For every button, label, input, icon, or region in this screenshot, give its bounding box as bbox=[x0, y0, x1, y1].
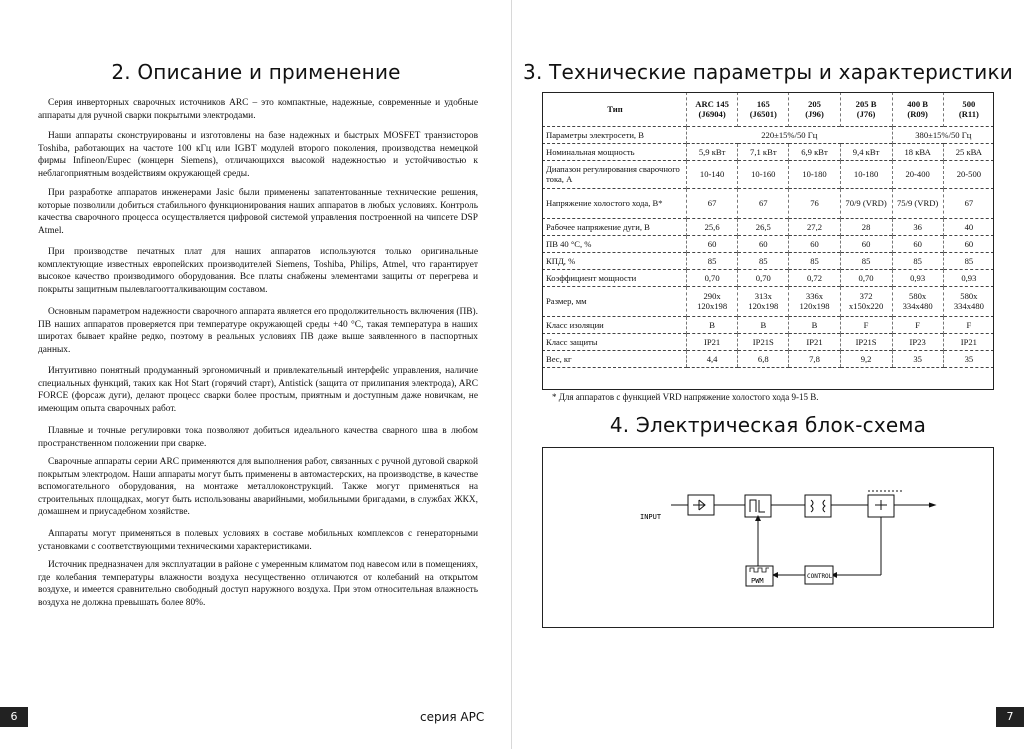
cell: 580x 334x480 bbox=[892, 286, 943, 316]
cell: 18 кВА bbox=[892, 143, 943, 160]
cell: 85 bbox=[789, 252, 840, 269]
table-row bbox=[542, 235, 994, 252]
cell: 5,9 кВт bbox=[687, 143, 738, 160]
cell: 20-500 bbox=[943, 160, 994, 188]
cell: B bbox=[738, 316, 789, 333]
model-header: 500 (R11) bbox=[943, 92, 994, 126]
model-header: 165 (J6501) bbox=[738, 92, 789, 126]
table-row bbox=[542, 316, 994, 333]
cell: 85 bbox=[840, 252, 892, 269]
paragraph-8: Сварочные аппараты серии ARC применяются для выполнения работ, связанных с ручной дуговой сваркой покрытым электродом. Наши аппараты могут быть применены в автомастерских, на производстве, в качестве вспомогательного оборудования, на монтаже металлоконструкций. Также могут применяться на строительных площадках, могут быть использованы аварийными, мобильными бригадами, в службах ЖКХ, домашнем и приусадебном хозяйстве. bbox=[38, 457, 478, 518]
paragraph-1: Серия инверторных сварочных источников ARC – это компактные, надежные, современные и удобные аппараты для ручной сварки покрытыми электродами. bbox=[38, 98, 478, 121]
cell: 372 x150x220 bbox=[840, 286, 892, 316]
page-number-left: 6 bbox=[0, 707, 28, 727]
cell: 0,70 bbox=[840, 269, 892, 286]
cell: 0,72 bbox=[789, 269, 840, 286]
cell: 0,70 bbox=[738, 269, 789, 286]
model-header: 205 В (J76) bbox=[840, 92, 892, 126]
input-label: INPUT bbox=[640, 513, 662, 521]
table-row bbox=[542, 126, 994, 143]
paragraph-6: Интуитивно понятный продуманный эргономичный и привлекательный интерфейс управления, наличие специальных функций, таких как Hot Start (горячий старт), Antistick (защита от прилипания электрода), ARC FORCE (форсаж дуги), делают процесс сварки более простым, приятным и доступным даже новичкам, не имеющим опыта сварочных работ. bbox=[38, 366, 478, 414]
cell: 85 bbox=[892, 252, 943, 269]
cell: 76 bbox=[789, 188, 840, 218]
cell-mains-220: 220±15%/50 Гц bbox=[687, 126, 893, 143]
row-label: Вес, кг bbox=[542, 350, 687, 367]
cell: 580x 334x480 bbox=[943, 286, 994, 316]
inverter-block bbox=[745, 495, 771, 517]
cell: 10-180 bbox=[840, 160, 892, 188]
row-label: Напряжение холостого хода, В* bbox=[542, 188, 687, 218]
model-header: 205 (J96) bbox=[789, 92, 840, 126]
right-page bbox=[512, 0, 1024, 749]
cell: 0,93 bbox=[943, 269, 994, 286]
row-label: Параметры электросети, В bbox=[542, 126, 687, 143]
table-row bbox=[542, 143, 994, 160]
cell: 10-160 bbox=[738, 160, 789, 188]
cell: 10-180 bbox=[789, 160, 840, 188]
cell: 6,8 bbox=[738, 350, 789, 367]
table-row bbox=[542, 333, 994, 350]
footer-series: серия АРС bbox=[420, 710, 485, 724]
paragraph-5: Основным параметром надежности сварочного аппарата является его продолжительность включения (ПВ). ПВ наших аппаратов проверяется при температуре окружающей среды +40 °С, такая температура в наших широтах бывает крайне редко, поэтому в реальных условиях ПВ даже выше заявленного в паспортных данных. bbox=[38, 307, 478, 355]
pwm-label: PWM bbox=[751, 577, 764, 585]
cell: 40 bbox=[943, 218, 994, 235]
cell: F bbox=[840, 316, 892, 333]
paragraph-10: Источник предназначен для эксплуатации в районе с умеренным климатом под навесом или в помещениях, где колебания температуры влажности воздуха несущественно отличаются от колебаний на открытом воздухе, и имеется сравнительно свободный доступ наружного воздуха. При этом относительная влажность воздуха не должна превышать более 80%. bbox=[38, 560, 478, 608]
cell: F bbox=[943, 316, 994, 333]
cell: B bbox=[789, 316, 840, 333]
cell: IP21 bbox=[943, 333, 994, 350]
cell: 4,4 bbox=[687, 350, 738, 367]
cell: IP21 bbox=[687, 333, 738, 350]
header-type: Тип bbox=[607, 103, 623, 114]
cell: 60 bbox=[892, 235, 943, 252]
cell: 0,93 bbox=[892, 269, 943, 286]
model-header: 400 В (R09) bbox=[892, 92, 943, 126]
cell: 0,70 bbox=[687, 269, 738, 286]
cell: 26,5 bbox=[738, 218, 789, 235]
row-label: Коэффициент мощности bbox=[542, 269, 687, 286]
section-title-description: 2. Описание и применение bbox=[111, 60, 401, 84]
cell: 9,4 кВт bbox=[840, 143, 892, 160]
cell: 85 bbox=[943, 252, 994, 269]
cell: 60 bbox=[687, 235, 738, 252]
cell: F bbox=[892, 316, 943, 333]
cell: 75/9 (VRD) bbox=[892, 188, 943, 218]
paragraph-3: При разработке аппаратов инженерами Jasic были применены запатентованные технические решения, которые позволили добиться стабильного функционирования наших аппаратов в любых условиях. Контроль качества сварочного процесса осуществляется цифровой системой управления построенной на чипсете DSP Atmel. bbox=[38, 188, 478, 236]
cell: 6,9 кВт bbox=[789, 143, 840, 160]
cell: 35 bbox=[892, 350, 943, 367]
section-title-specs: 3. Технические параметры и характеристики bbox=[523, 60, 1013, 84]
cell: 60 bbox=[943, 235, 994, 252]
model-header: ARC 145 (J6904) bbox=[687, 92, 738, 126]
table-row bbox=[542, 218, 994, 235]
cell: 85 bbox=[687, 252, 738, 269]
cell: 9,2 bbox=[840, 350, 892, 367]
cell: 85 bbox=[738, 252, 789, 269]
cell: 7,1 кВт bbox=[738, 143, 789, 160]
cell: IP21 bbox=[789, 333, 840, 350]
table-row bbox=[542, 269, 994, 286]
row-label: Рабочее напряжение дуги, В bbox=[542, 218, 687, 235]
cell: 25 кВА bbox=[943, 143, 994, 160]
cell: B bbox=[687, 316, 738, 333]
cell: 336x 120x198 bbox=[789, 286, 840, 316]
cell: 70/9 (VRD) bbox=[840, 188, 892, 218]
cell: 25,6 bbox=[687, 218, 738, 235]
row-label: ПВ 40 °С, % bbox=[542, 235, 687, 252]
table-footnote: * Для аппаратов с функцией VRD напряжение холостого хода 9-15 В. bbox=[552, 392, 819, 402]
cell: 27,2 bbox=[789, 218, 840, 235]
cell: 36 bbox=[892, 218, 943, 235]
cell-mains-380: 380±15%/50 Гц bbox=[892, 126, 994, 143]
cell: 60 bbox=[840, 235, 892, 252]
cell: 10-140 bbox=[687, 160, 738, 188]
paragraph-9: Аппараты могут применяться в полевых условиях в составе мобильных комплексов с генераторными установками с соответствующими техническими характеристиками. bbox=[38, 529, 478, 552]
cell: 67 bbox=[738, 188, 789, 218]
specs-table bbox=[542, 92, 994, 368]
table-row bbox=[542, 286, 994, 316]
cell: IP23 bbox=[892, 333, 943, 350]
output-arrow-icon bbox=[929, 503, 935, 507]
cell: IP21S bbox=[738, 333, 789, 350]
cell: 60 bbox=[789, 235, 840, 252]
row-label: Класс защиты bbox=[542, 333, 687, 350]
cell: 35 bbox=[943, 350, 994, 367]
cell: 67 bbox=[687, 188, 738, 218]
section-title-diagram: 4. Электрическая блок-схема bbox=[609, 413, 927, 437]
cell: 290x 120x198 bbox=[687, 286, 738, 316]
cell: 7,8 bbox=[789, 350, 840, 367]
row-label: Диапазон регулирования сварочного тока, А bbox=[542, 160, 687, 188]
block-diagram bbox=[542, 447, 994, 628]
cell: 20-400 bbox=[892, 160, 943, 188]
table-header-row bbox=[542, 92, 994, 126]
cell: IP21S bbox=[840, 333, 892, 350]
row-label: Размер, мм bbox=[542, 286, 687, 316]
transformer-block bbox=[805, 495, 831, 517]
row-label: КПД, % bbox=[542, 252, 687, 269]
page-number-right: 7 bbox=[996, 707, 1024, 727]
table-row bbox=[542, 160, 994, 188]
cell: 313x 120x198 bbox=[738, 286, 789, 316]
cell: 28 bbox=[840, 218, 892, 235]
block-diagram-svg bbox=[543, 448, 993, 627]
table-row bbox=[542, 350, 994, 367]
paragraph-7: Плавные и точные регулировки тока позволяют добиться идеального качества сварного шва в любом пространственном положении при сварке. bbox=[38, 426, 478, 449]
table-row bbox=[542, 252, 994, 269]
paragraph-4: При производстве печатных плат для наших аппаратов используются только оригинальные комплектующие известных европейских производителей Siemens, Toshiba, Philips, Atmel, что гарантирует высокое качество производимого оборудования. Все платы снабжены элементами защиты от перегрева и покрыты защитным пылевлагоотталкивающим составом. bbox=[38, 247, 478, 295]
cell: 60 bbox=[738, 235, 789, 252]
paragraph-2: Наши аппараты сконструированы и изготовлены на базе надежных и быстрых MOSFET транзисторов Toshiba, работающих на частоте 100 кГц или IGBT модулей второго поколения, производства немецкой фирмы Infineon/Eupec (концерн Siemens), отличающихся высокой надежностью и устойчивостью к неблагоприятным воздействиям окружающей среды. bbox=[38, 131, 478, 179]
table-row bbox=[542, 188, 994, 218]
row-label: Класс изоляции bbox=[542, 316, 687, 333]
cell: 67 bbox=[943, 188, 994, 218]
row-label: Номинальная мощность bbox=[542, 143, 687, 160]
control-label: CONTROL bbox=[807, 573, 833, 580]
